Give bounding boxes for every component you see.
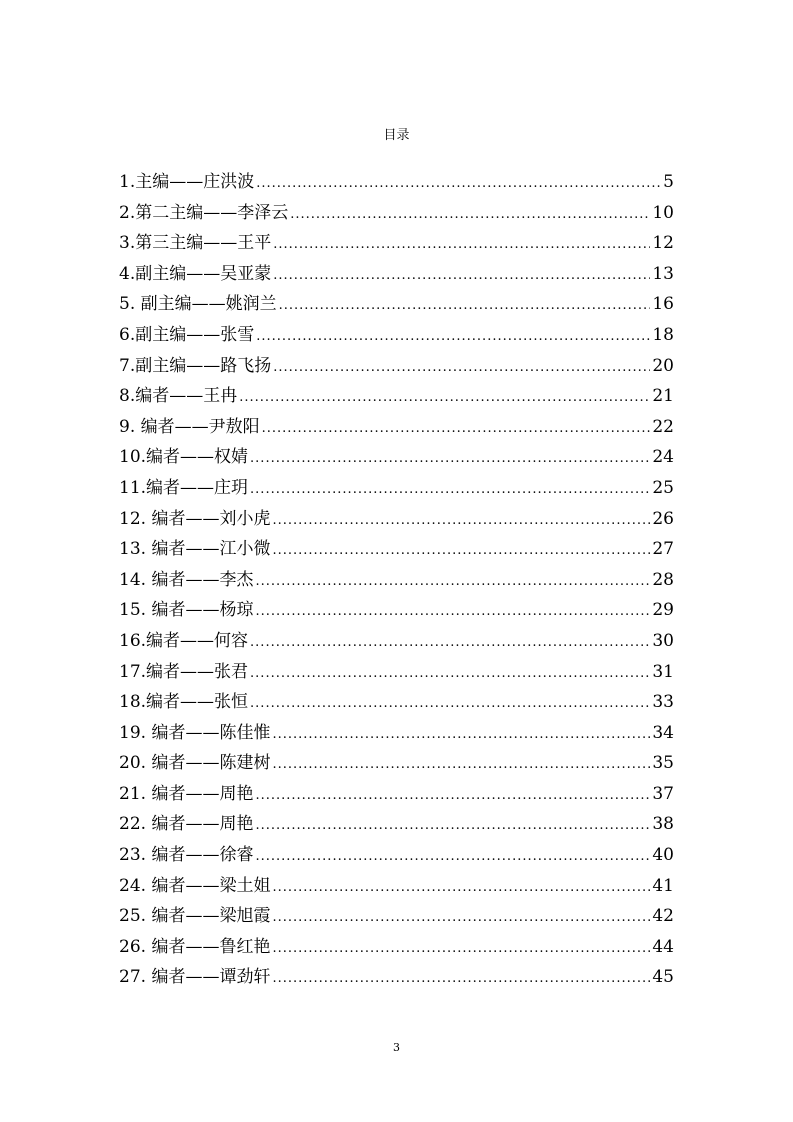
toc-entry-page-number: 33	[652, 692, 674, 713]
toc-dot-leader	[255, 597, 650, 628]
toc-dot-leader	[272, 903, 650, 934]
toc-entry-page-number: 16	[652, 294, 674, 315]
page-number: 3	[393, 1041, 400, 1054]
toc-entry[interactable]	[119, 779, 674, 810]
toc-dot-leader	[250, 444, 650, 475]
toc-entry-page-number: 40	[652, 845, 674, 866]
toc-entry-title: 14. 编者——李杰	[119, 569, 254, 590]
toc-dot-leader	[290, 200, 650, 231]
toc-dot-leader	[262, 414, 651, 445]
toc-entry-page-number: 29	[652, 600, 674, 621]
toc-entry-page-number: 41	[652, 875, 674, 896]
toc-entry-title: 11.编者——庄玥	[119, 477, 249, 498]
toc-dot-leader	[255, 567, 650, 598]
toc-entry-title: 9. 编者——尹敖阳	[119, 416, 260, 437]
toc-entry-title: 17.编者——张君	[119, 661, 249, 682]
toc-entry-title: 12. 编者——刘小虎	[119, 508, 271, 529]
toc-entry-page-number: 30	[652, 630, 674, 651]
toc-entry-title: 16.编者——何容	[119, 630, 249, 651]
toc-entry-page-number: 25	[652, 477, 674, 498]
toc-dot-leader	[272, 750, 650, 781]
toc-dot-leader	[272, 506, 650, 537]
toc-entry-title: 7.副主编——路飞扬	[119, 355, 272, 376]
toc-entry[interactable]	[119, 809, 674, 840]
toc-entry[interactable]	[119, 962, 674, 993]
toc-entry-page-number: 26	[652, 508, 674, 529]
toc-entry-page-number: 20	[652, 355, 674, 376]
toc-dot-leader	[250, 659, 650, 690]
toc-entry[interactable]	[119, 442, 674, 473]
toc-dot-leader	[256, 322, 650, 353]
toc-entry-page-number: 38	[652, 814, 674, 835]
toc-entry[interactable]	[119, 534, 674, 565]
toc-entry-page-number: 18	[652, 324, 674, 345]
toc-entry-title: 8.编者——王冉	[119, 386, 238, 407]
toc-entry-title: 19. 编者——陈佳惟	[119, 722, 271, 743]
toc-entry-page-number: 28	[652, 569, 674, 590]
toc-dot-leader	[272, 934, 650, 965]
toc-entry-page-number: 10	[652, 202, 674, 223]
toc-entry[interactable]	[119, 840, 674, 871]
toc-dot-leader	[255, 842, 650, 873]
toc-entry[interactable]	[119, 657, 674, 688]
toc-dot-leader	[256, 169, 661, 200]
toc-entry-title: 27. 编者——谭劲轩	[119, 967, 271, 988]
toc-entry-page-number: 45	[652, 967, 674, 988]
toc-entry[interactable]	[119, 687, 674, 718]
toc-entry[interactable]	[119, 871, 674, 902]
toc-entry[interactable]	[119, 412, 674, 443]
toc-entry[interactable]	[119, 320, 674, 351]
toc-entry-page-number: 12	[652, 233, 674, 254]
toc-entry[interactable]	[119, 932, 674, 963]
toc-entry[interactable]	[119, 351, 674, 382]
toc-entry[interactable]	[119, 595, 674, 626]
toc-entry-page-number: 27	[652, 539, 674, 560]
toc-entry-page-number: 5	[663, 172, 674, 192]
toc-entry-title: 24. 编者——梁土姐	[119, 875, 271, 896]
toc-entry[interactable]	[119, 565, 674, 596]
toc-entry-page-number: 35	[652, 753, 674, 774]
toc-entry-title: 5. 副主编——姚润兰	[119, 294, 277, 315]
toc-dot-leader	[273, 261, 650, 292]
toc-dot-leader	[239, 383, 650, 414]
toc-entry-page-number: 24	[652, 447, 674, 468]
toc-entry-title: 26. 编者——鲁红艳	[119, 936, 271, 957]
toc-entry-page-number: 42	[652, 906, 674, 927]
toc-entry-title: 22. 编者——周艳	[119, 814, 254, 835]
toc-entry[interactable]	[119, 198, 674, 229]
toc-dot-leader	[272, 964, 650, 995]
toc-entry-title: 2.第二主编——李泽云	[119, 202, 289, 223]
toc-entry[interactable]	[119, 718, 674, 749]
toc-dot-leader	[279, 291, 651, 322]
toc-title: 目录	[383, 128, 410, 143]
toc-entry-page-number: 22	[652, 416, 674, 437]
toc-dot-leader	[255, 781, 650, 812]
toc-entry-page-number: 21	[652, 386, 674, 407]
toc-entry-page-number: 31	[652, 661, 674, 682]
toc-entry-page-number: 13	[652, 263, 674, 284]
toc-entry[interactable]	[119, 259, 674, 290]
toc-list	[119, 167, 674, 993]
toc-entry-title: 3.第三主编——王平	[119, 233, 272, 254]
toc-entry-title: 25. 编者——梁旭霞	[119, 906, 271, 927]
toc-entry-title: 15. 编者——杨琼	[119, 600, 254, 621]
toc-entry[interactable]	[119, 289, 674, 320]
toc-entry-title: 13. 编者——江小微	[119, 539, 271, 560]
toc-dot-leader	[250, 689, 650, 720]
toc-entry[interactable]	[119, 473, 674, 504]
toc-entry[interactable]	[119, 748, 674, 779]
toc-dot-leader	[272, 873, 650, 904]
toc-dot-leader	[273, 353, 650, 384]
toc-entry[interactable]	[119, 901, 674, 932]
toc-dot-leader	[273, 230, 650, 261]
toc-dot-leader	[250, 628, 650, 659]
toc-dot-leader	[272, 720, 650, 751]
toc-entry-page-number: 34	[652, 722, 674, 743]
toc-entry-title: 6.副主编——张雪	[119, 324, 255, 345]
toc-dot-leader	[272, 536, 650, 567]
toc-entry-title: 1.主编——庄洪波	[119, 172, 255, 192]
toc-entry-page-number: 44	[652, 936, 674, 957]
toc-entry[interactable]	[119, 626, 674, 657]
toc-entry-title: 10.编者——权婧	[119, 447, 249, 468]
toc-entry-page-number: 37	[652, 783, 674, 804]
toc-entry-title: 4.副主编——吴亚蒙	[119, 263, 272, 284]
toc-entry[interactable]	[119, 504, 674, 535]
toc-entry[interactable]	[119, 167, 674, 198]
toc-entry-title: 23. 编者——徐睿	[119, 845, 254, 866]
toc-entry[interactable]	[119, 228, 674, 259]
toc-dot-leader	[255, 811, 650, 842]
toc-dot-leader	[250, 475, 650, 506]
toc-entry-title: 18.编者——张恒	[119, 692, 249, 713]
toc-entry-title: 20. 编者——陈建树	[119, 753, 271, 774]
toc-entry-title: 21. 编者——周艳	[119, 783, 254, 804]
toc-entry[interactable]	[119, 381, 674, 412]
